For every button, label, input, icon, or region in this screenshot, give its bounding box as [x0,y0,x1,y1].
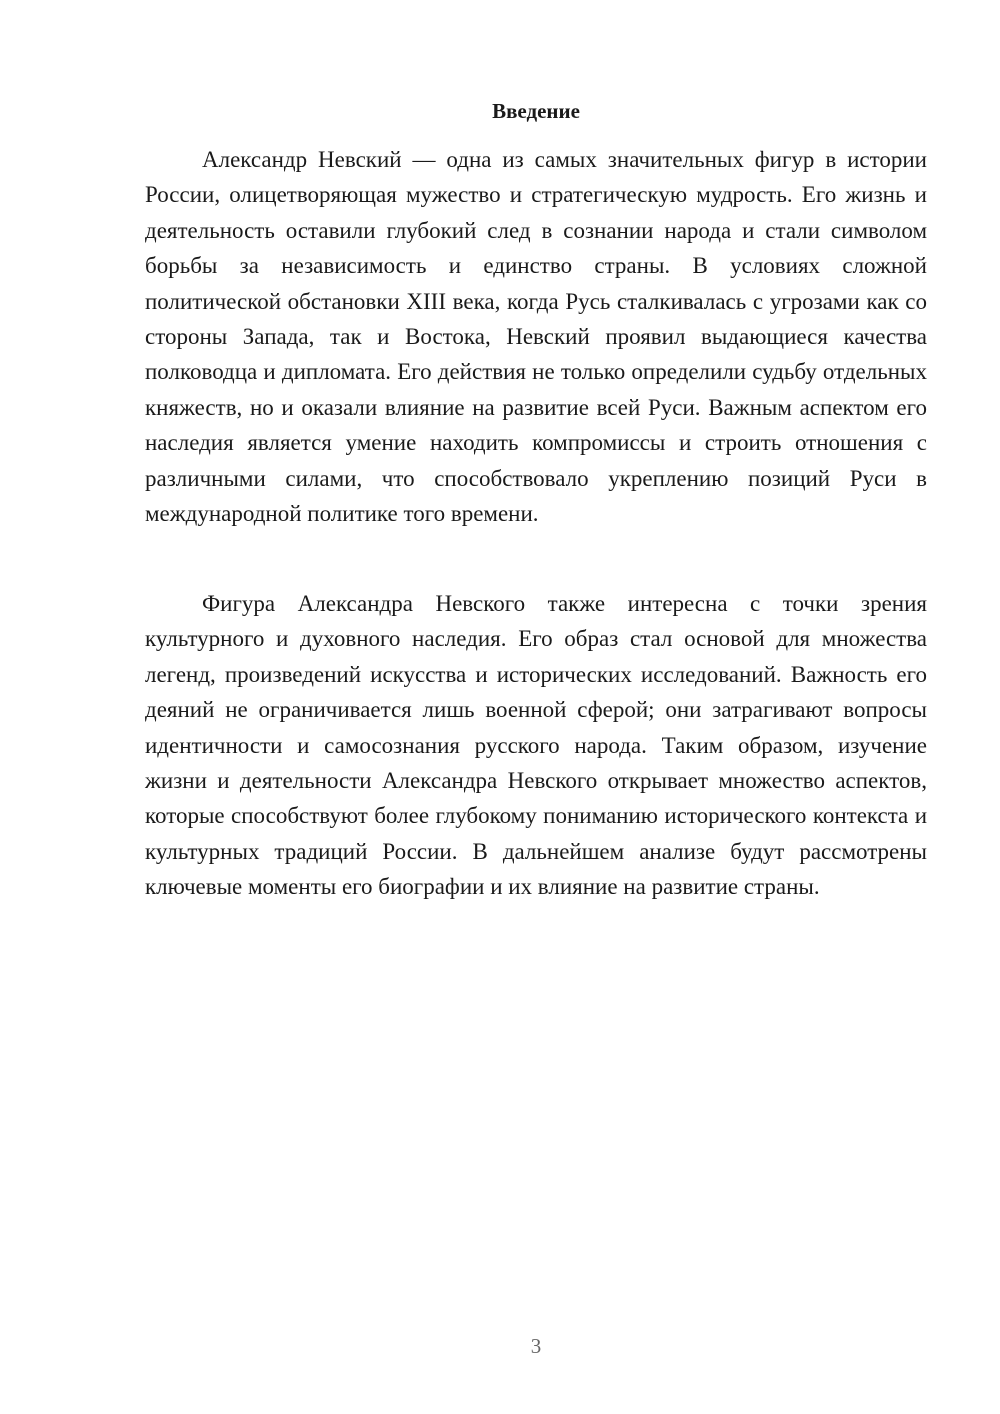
body-paragraph-1: Александр Невский — одна из самых значительных фигур в истории России, олицетворяющая мужество и стратегическую мудрость. Его жизнь и деятельность оставили глубокий след в сознании народа и стали символом борьбы за независимость и единство страны. В условиях сложной политической обстановки XIII века, когда Русь сталкивалась с угрозами как со стороны Запада, так и Востока, Невский проявил выдающиеся качества полководца и дипломата. Его действия не только определили судьбу отдельных княжеств, но и оказали влияние на развитие всей Руси. Важным аспектом его наследия является умение находить компромиссы и строить отношения с различными силами, что способствовало укреплению позиций Руси в международной политике того времени. [145,147,927,527]
page-number: 3 [530,1334,542,1358]
section-title: Введение [492,99,580,123]
body-paragraph-2: Фигура Александра Невского также интересна с точки зрения культурного и духовного наследия. Его образ стал основой для множества легенд, произведений искусства и исторических исследований. Важность его деяний не ограничивается лишь военной сферой; они затрагивают вопросы идентичности и самосознания русского народа. Таким образом, изучение жизни и деятельности Александра Невского открывает множество аспектов, которые способствуют более глубокому пониманию исторического контекста и культурных традиций России. В дальнейшем анализе будут рассмотрены ключевые моменты его биографии и их влияние на развитие страны. [145,591,927,900]
